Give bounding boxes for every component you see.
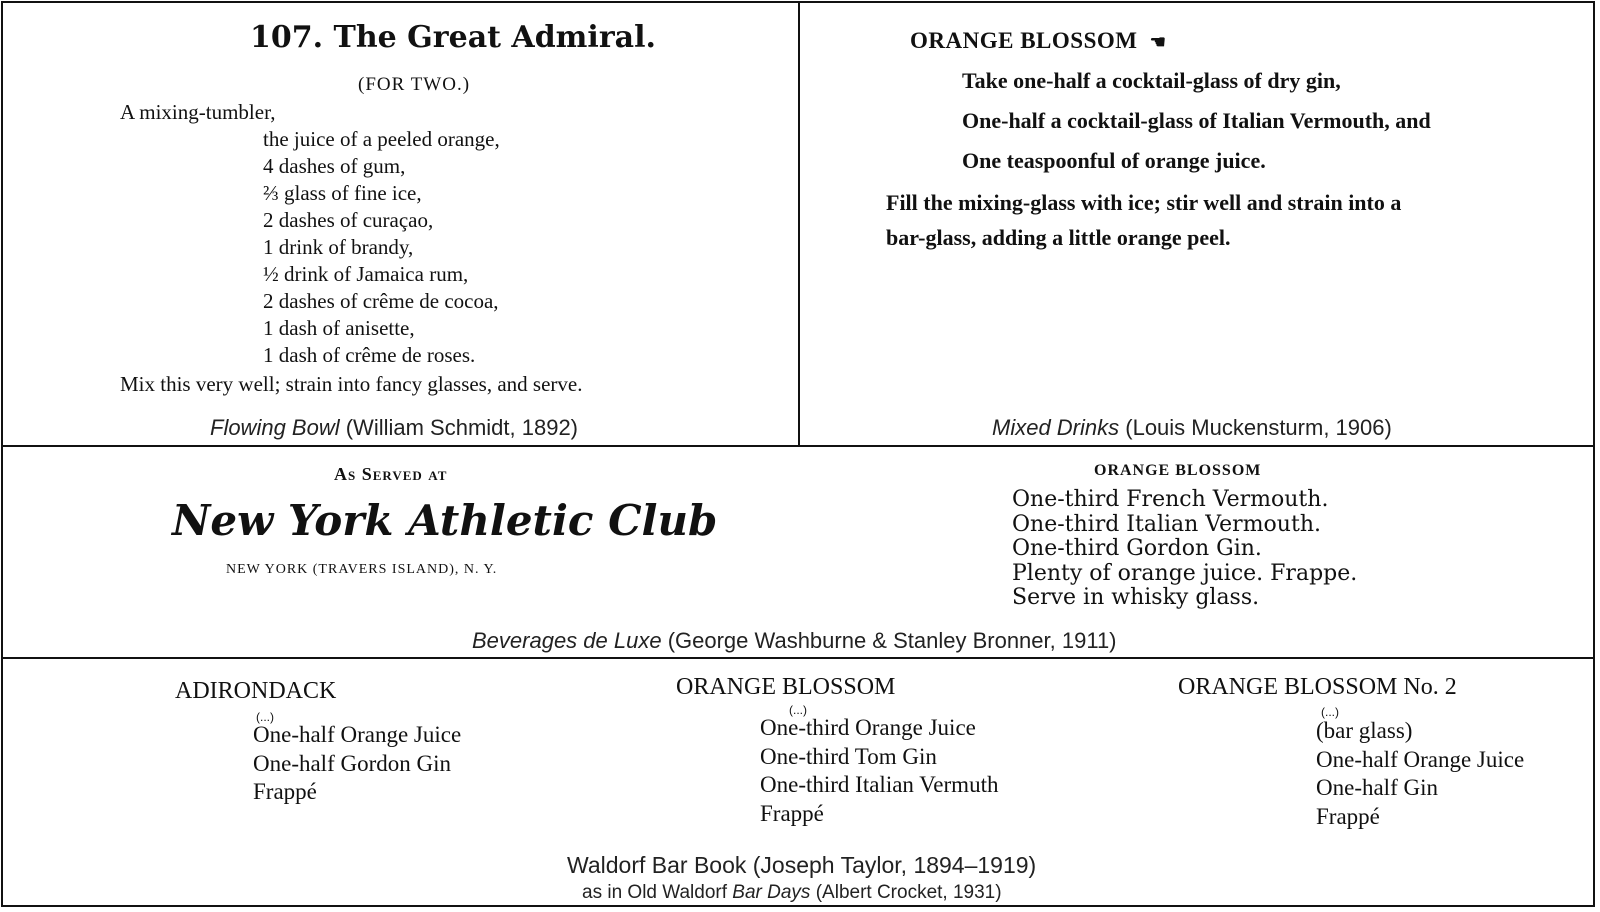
recipe-line: One-third French Vermouth. [1012, 487, 1329, 512]
ingredient-line: 1 drink of brandy, [263, 235, 414, 259]
source-caption [992, 415, 1392, 441]
ingredient-line: One teaspoonful of orange juice. [962, 148, 1266, 173]
ingredient-line: 2 dashes of curaçao, [263, 208, 434, 232]
recipe-line: (bar glass) [1316, 718, 1413, 743]
source-details: (William Schmidt, 1892) [339, 415, 578, 440]
recipe-line: One-third Italian Vermouth. [1012, 511, 1321, 537]
recipe-title-text: ORANGE BLOSSOM [910, 28, 1138, 53]
ellipsis-note: (...) [1321, 705, 1339, 719]
source-title: Beverages de Luxe [472, 628, 662, 653]
ingredient-line: Take one-half a cocktail-glass of dry gin, [962, 68, 1341, 93]
recipe-title [910, 28, 1166, 54]
source-title: Mixed Drinks [992, 415, 1120, 440]
method-line: bar-glass, adding a little orange peel. [886, 225, 1231, 250]
recipe-subtitle: (FOR TWO.) [358, 74, 471, 95]
recipe-method: Mix this very well; strain into fancy glasses, and serve. [120, 372, 583, 396]
recipe-line: One-third Orange Juice [760, 715, 976, 740]
ellipsis-note: (...) [256, 710, 274, 724]
source-caption-line2 [582, 882, 1002, 904]
recipe-line: One-half Orange Juice [1316, 746, 1525, 772]
recipe-line: One-half Orange Juice [253, 722, 462, 747]
divider-horizontal-1 [1, 445, 1595, 447]
recipe-title: ORANGE BLOSSOM [676, 674, 896, 700]
recipe-line: One-half Gin [1316, 775, 1438, 800]
ellipsis-note: (...) [789, 703, 807, 717]
club-location: NEW YORK (TRAVERS ISLAND), N. Y. [226, 562, 498, 577]
recipe-line: Frappé [760, 800, 824, 826]
ingredient-line: ½ drink of Jamaica rum, [263, 262, 469, 286]
pointing-hand-icon: ☚ [1149, 32, 1167, 52]
recipe-line: Serve in whisky glass. [1012, 585, 1260, 610]
ingredient-line: 1 dash of crême de roses. [263, 343, 476, 367]
ingredient-line: ⅔ glass of fine ice, [263, 181, 422, 205]
recipe-line: Frappé [253, 779, 317, 804]
caption-suffix: (Albert Crocket, 1931) [810, 882, 1002, 903]
source-details: (Louis Muckensturm, 1906) [1119, 415, 1392, 440]
recipe-title: ADIRONDACK [175, 678, 337, 704]
recipe-line: One-third Gordon Gin. [1012, 536, 1262, 561]
ingredient-line: the juice of a peeled orange, [263, 127, 500, 151]
source-caption [210, 415, 578, 441]
source-caption-line1: Waldorf Bar Book (Joseph Taylor, 1894–1919) [567, 852, 1037, 878]
recipe-line: Frappé [1316, 803, 1380, 829]
recipe-title: ORANGE BLOSSOM No. 2 [1178, 674, 1457, 700]
source-caption [472, 628, 1117, 654]
ingredient-line: 4 dashes of gum, [263, 154, 406, 178]
divider-vertical-top [798, 1, 800, 447]
recipe-line: One-third Tom Gin [760, 743, 937, 769]
divider-horizontal-2 [1, 657, 1595, 659]
recipe-line: One-third Italian Vermuth [760, 772, 999, 797]
method-line: Fill the mixing-glass with ice; stir well and strain into a [886, 190, 1402, 215]
source-details: (George Washburne & Stanley Bronner, 1911) [661, 628, 1117, 653]
recipe-intro: A mixing-tumbler, [120, 100, 276, 124]
source-title: Bar Days [732, 882, 811, 903]
ingredient-line: 1 dash of anisette, [263, 316, 415, 340]
ingredient-line: One-half a cocktail-glass of Italian Vermouth, and [962, 108, 1431, 133]
caption-prefix: as in Old Waldorf [582, 882, 733, 903]
club-name: New York Athletic Club [172, 496, 718, 545]
source-title: Flowing Bowl [210, 415, 340, 440]
ingredient-line: 2 dashes of crême de cocoa, [263, 289, 499, 313]
served-at-label: As Served at [334, 464, 448, 484]
recipe-line: One-half Gordon Gin [253, 750, 452, 776]
recipe-title: 107. The Great Admiral. [250, 20, 656, 55]
recipe-line: Plenty of orange juice. Frappe. [1012, 560, 1358, 586]
recipe-title: ORANGE BLOSSOM [1094, 462, 1262, 479]
